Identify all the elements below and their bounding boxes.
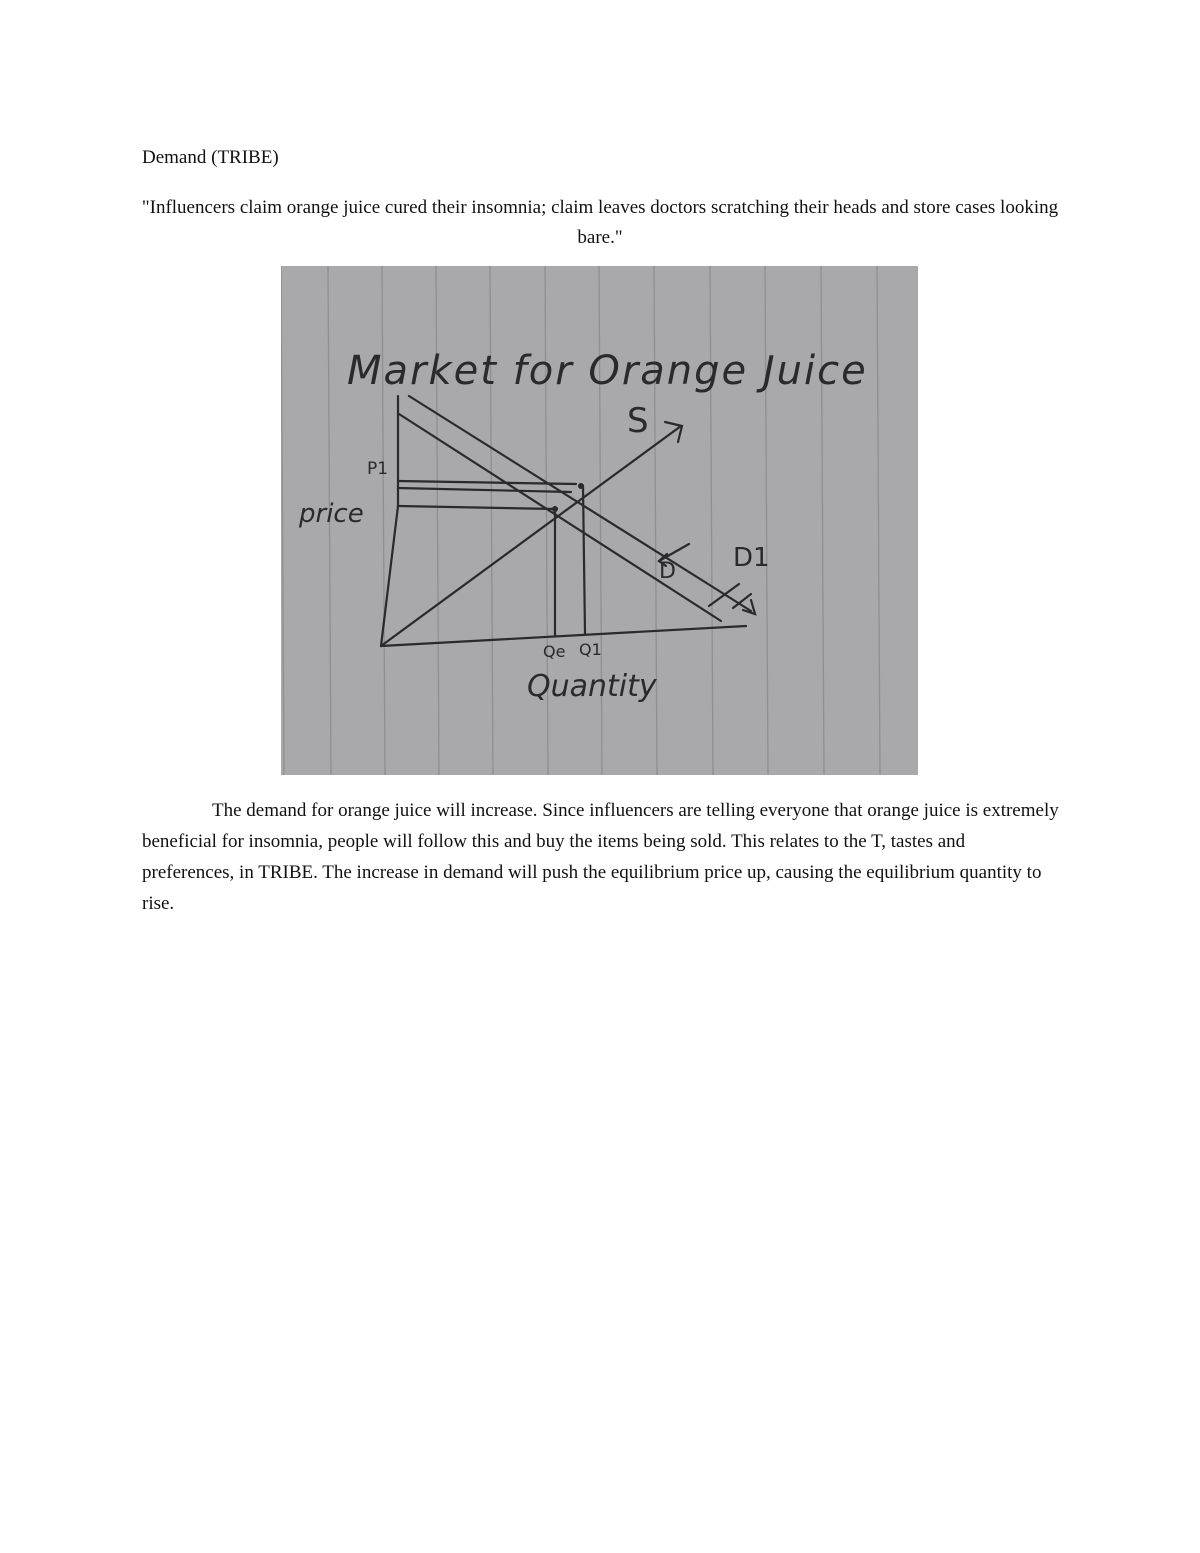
equilibrium-point [552,506,558,512]
sketch-title: Market for Orange Juice [347,348,868,394]
demand-label: D [659,559,676,584]
headline-quote: "Influencers claim orange juice cured their insomnia; claim leaves doctors scratching their heads and store cases looking bare." [141,197,1059,248]
p1-guide [398,481,576,484]
supply-demand-sketch [281,266,918,775]
document-heading: Demand (TRIBE) [142,147,279,168]
qe-label: Qe [543,642,566,661]
handwritten-graph-photo [281,266,918,775]
new-demand-curve [409,396,751,611]
explanation-paragraph: The demand for orange juice will increase. Since influencers are telling everyone that orange juice is extremely beneficial for insomnia, people will follow this and buy the items being sold. This relates to the T, tastes and preferences, in TRIBE. The increase in demand will push the equilibrium price up, causing the equilibrium quantity to rise. [142,800,1059,914]
p1-label: P1 [367,459,389,479]
q1-label: Q1 [579,640,602,659]
x-axis-label: Quantity [527,669,657,704]
pe-guide [398,506,556,509]
supply-curve [381,426,681,646]
y-axis-label: price [299,499,364,529]
new-demand-label: D1 [733,543,770,573]
supply-label: S [627,401,649,441]
new-equilibrium-point [578,483,584,489]
q1-guide [583,486,585,634]
demand-curve [399,414,721,621]
